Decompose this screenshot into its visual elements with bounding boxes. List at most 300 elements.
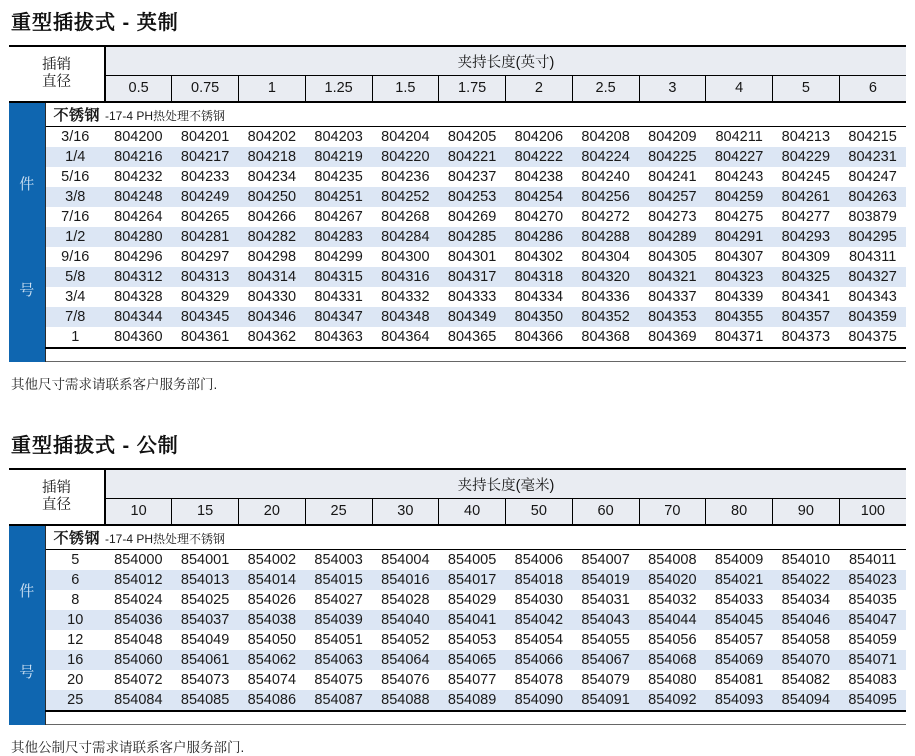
column-header: 70 <box>639 499 706 526</box>
part-number-cell: 804266 <box>239 207 306 227</box>
pin-diameter-cell: 5/16 <box>45 167 105 187</box>
part-number-cell: 804273 <box>639 207 706 227</box>
part-number-cell: 804219 <box>305 147 372 167</box>
part-number-cell: 804314 <box>239 267 306 287</box>
part-number-cell: 804234 <box>239 167 306 187</box>
part-number-cell: 854024 <box>105 590 172 610</box>
part-number-cell: 854011 <box>839 550 906 571</box>
table-row <box>9 590 906 610</box>
metric-section <box>9 429 906 756</box>
part-number-cell: 804300 <box>372 247 439 267</box>
side-bar <box>9 102 45 362</box>
part-number-cell: 804282 <box>239 227 306 247</box>
span-header-row <box>9 469 906 499</box>
column-header: 100 <box>839 499 906 526</box>
table-row <box>9 227 906 247</box>
part-number-cell: 804252 <box>372 187 439 207</box>
part-number-cell: 854065 <box>439 650 506 670</box>
imperial-parts-table <box>9 45 906 362</box>
part-number-cell: 854013 <box>172 570 239 590</box>
part-number-cell: 804204 <box>372 127 439 148</box>
part-number-cell: 804284 <box>372 227 439 247</box>
part-number-cell: 854026 <box>239 590 306 610</box>
table-footer-strip <box>45 348 906 362</box>
part-number-cell: 854054 <box>506 630 573 650</box>
corner-header <box>9 469 105 525</box>
part-number-cell: 854070 <box>773 650 840 670</box>
part-number-cell: 854083 <box>839 670 906 690</box>
section-title: 重型插拔式 - 公制 <box>11 435 179 457</box>
part-number-cell: 854068 <box>639 650 706 670</box>
corner-header-line1: 插销 <box>42 56 71 73</box>
part-number-cell: 804357 <box>773 307 840 327</box>
material-label: 不锈钢 <box>53 530 101 547</box>
part-number-cell: 854004 <box>372 550 439 571</box>
material-cell <box>45 102 906 127</box>
part-number-cell: 854062 <box>239 650 306 670</box>
part-number-cell: 804327 <box>839 267 906 287</box>
part-number-cell: 854007 <box>572 550 639 571</box>
part-number-cell: 804359 <box>839 307 906 327</box>
part-number-cell: 804231 <box>839 147 906 167</box>
table-row <box>9 307 906 327</box>
table-row <box>9 570 906 590</box>
part-number-cell: 854063 <box>305 650 372 670</box>
part-number-cell: 804227 <box>706 147 773 167</box>
part-number-cell: 854044 <box>639 610 706 630</box>
column-header: 0.75 <box>172 76 239 103</box>
part-number-cell: 804281 <box>172 227 239 247</box>
part-number-cell: 804238 <box>506 167 573 187</box>
table-row <box>9 327 906 348</box>
part-number-cell: 804269 <box>439 207 506 227</box>
part-number-cell: 804243 <box>706 167 773 187</box>
part-number-cell: 854001 <box>172 550 239 571</box>
part-number-cell: 854092 <box>639 690 706 711</box>
part-number-cell: 854091 <box>572 690 639 711</box>
table-row <box>9 127 906 148</box>
metric-parts-table <box>9 468 906 725</box>
column-header: 1 <box>239 76 306 103</box>
part-number-cell: 804325 <box>773 267 840 287</box>
part-number-cell: 804222 <box>506 147 573 167</box>
part-number-cell: 804318 <box>506 267 573 287</box>
part-number-cell: 804355 <box>706 307 773 327</box>
part-number-cell: 804295 <box>839 227 906 247</box>
column-header-row <box>9 499 906 526</box>
part-number-cell: 804209 <box>639 127 706 148</box>
corner-header-line2: 直径 <box>42 497 71 513</box>
part-number-cell: 854009 <box>706 550 773 571</box>
part-number-cell: 804346 <box>239 307 306 327</box>
part-number-cell: 804215 <box>839 127 906 148</box>
part-number-cell: 804341 <box>773 287 840 307</box>
part-number-cell: 804249 <box>172 187 239 207</box>
part-number-cell: 804347 <box>305 307 372 327</box>
column-header: 2.5 <box>572 76 639 103</box>
corner-header <box>9 46 105 102</box>
pin-diameter-cell: 9/16 <box>45 247 105 267</box>
part-number-cell: 804263 <box>839 187 906 207</box>
part-number-cell: 854093 <box>706 690 773 711</box>
part-number-cell: 804343 <box>839 287 906 307</box>
material-note: -17-4 PH热处理不锈钢 <box>105 109 226 123</box>
table-row <box>9 247 906 267</box>
part-number-cell: 804333 <box>439 287 506 307</box>
column-header: 10 <box>105 499 172 526</box>
part-number-cell: 854043 <box>572 610 639 630</box>
part-number-cell: 804268 <box>372 207 439 227</box>
pin-diameter-cell: 3/8 <box>45 187 105 207</box>
part-number-cell: 804241 <box>639 167 706 187</box>
part-number-cell: 854039 <box>305 610 372 630</box>
part-number-cell: 854087 <box>305 690 372 711</box>
part-number-cell: 804261 <box>773 187 840 207</box>
part-number-cell: 854047 <box>839 610 906 630</box>
pin-diameter-cell: 1/4 <box>45 147 105 167</box>
part-number-cell: 854031 <box>572 590 639 610</box>
part-number-cell: 804334 <box>506 287 573 307</box>
part-number-cell: 804248 <box>105 187 172 207</box>
part-number-cell: 854010 <box>773 550 840 571</box>
part-number-cell: 854045 <box>706 610 773 630</box>
part-number-cell: 804329 <box>172 287 239 307</box>
part-number-cell: 804232 <box>105 167 172 187</box>
part-number-cell: 854018 <box>506 570 573 590</box>
part-number-cell: 804345 <box>172 307 239 327</box>
part-number-cell: 804339 <box>706 287 773 307</box>
part-number-cell: 804240 <box>572 167 639 187</box>
pin-diameter-cell: 1/2 <box>45 227 105 247</box>
part-number-cell: 854022 <box>773 570 840 590</box>
table-row <box>9 207 906 227</box>
part-number-cell: 854052 <box>372 630 439 650</box>
column-header: 50 <box>506 499 573 526</box>
part-number-cell: 804348 <box>372 307 439 327</box>
part-number-cell: 854015 <box>305 570 372 590</box>
part-number-cell: 804256 <box>572 187 639 207</box>
part-number-cell: 804251 <box>305 187 372 207</box>
part-number-cell: 854067 <box>572 650 639 670</box>
part-number-cell: 804288 <box>572 227 639 247</box>
part-number-cell: 804304 <box>572 247 639 267</box>
part-number-cell: 804297 <box>172 247 239 267</box>
table-row <box>9 287 906 307</box>
pin-diameter-cell: 7/16 <box>45 207 105 227</box>
column-header: 3 <box>639 76 706 103</box>
part-number-cell: 854060 <box>105 650 172 670</box>
material-note: -17-4 PH热处理不锈钢 <box>105 532 226 546</box>
column-header: 1.25 <box>305 76 372 103</box>
part-number-cell: 854077 <box>439 670 506 690</box>
material-cell <box>45 525 906 550</box>
part-number-cell: 804317 <box>439 267 506 287</box>
part-number-cell: 804216 <box>105 147 172 167</box>
part-number-cell: 803879 <box>839 207 906 227</box>
part-number-cell: 804321 <box>639 267 706 287</box>
column-header: 6 <box>839 76 906 103</box>
part-number-cell: 804201 <box>172 127 239 148</box>
part-number-cell: 804337 <box>639 287 706 307</box>
pin-diameter-cell: 10 <box>45 610 105 630</box>
part-number-cell: 854090 <box>506 690 573 711</box>
table-row <box>9 630 906 650</box>
part-number-cell: 804218 <box>239 147 306 167</box>
part-number-cell: 854074 <box>239 670 306 690</box>
part-number-cell: 804257 <box>639 187 706 207</box>
part-number-cell: 804344 <box>105 307 172 327</box>
part-number-cell: 854042 <box>506 610 573 630</box>
part-number-cell: 804259 <box>706 187 773 207</box>
part-number-cell: 804245 <box>773 167 840 187</box>
part-number-cell: 854051 <box>305 630 372 650</box>
part-number-cell: 854088 <box>372 690 439 711</box>
part-number-cell: 804205 <box>439 127 506 148</box>
part-number-cell: 804312 <box>105 267 172 287</box>
part-number-cell: 804265 <box>172 207 239 227</box>
part-number-cell: 804203 <box>305 127 372 148</box>
material-row <box>9 102 906 127</box>
part-number-cell: 854086 <box>239 690 306 711</box>
part-number-cell: 804320 <box>572 267 639 287</box>
part-number-cell: 854079 <box>572 670 639 690</box>
part-number-cell: 854030 <box>506 590 573 610</box>
part-number-cell: 854041 <box>439 610 506 630</box>
part-number-cell: 804221 <box>439 147 506 167</box>
part-number-cell: 854089 <box>439 690 506 711</box>
part-number-cell: 854072 <box>105 670 172 690</box>
part-number-cell: 854012 <box>105 570 172 590</box>
part-number-cell: 854073 <box>172 670 239 690</box>
side-label-bottom: 号 <box>19 281 35 299</box>
part-number-cell: 804352 <box>572 307 639 327</box>
part-number-cell: 854033 <box>706 590 773 610</box>
part-number-cell: 854082 <box>773 670 840 690</box>
part-number-cell: 804293 <box>773 227 840 247</box>
span-header: 夹持长度(毫米) <box>105 469 906 499</box>
table-row <box>9 167 906 187</box>
part-number-cell: 804208 <box>572 127 639 148</box>
part-number-cell: 854008 <box>639 550 706 571</box>
part-number-cell: 804361 <box>172 327 239 348</box>
column-header: 15 <box>172 499 239 526</box>
table-row <box>9 610 906 630</box>
column-header-row <box>9 76 906 103</box>
pin-diameter-cell: 25 <box>45 690 105 711</box>
part-number-cell: 854000 <box>105 550 172 571</box>
part-number-cell: 804267 <box>305 207 372 227</box>
part-number-cell: 804360 <box>105 327 172 348</box>
part-number-cell: 854023 <box>839 570 906 590</box>
part-number-cell: 804299 <box>305 247 372 267</box>
part-number-cell: 804286 <box>506 227 573 247</box>
pin-diameter-cell: 3/16 <box>45 127 105 148</box>
part-number-cell: 804237 <box>439 167 506 187</box>
part-number-cell: 854046 <box>773 610 840 630</box>
column-header: 60 <box>572 499 639 526</box>
footnote: 其他公制尺寸需求请联系客户服务部门. <box>11 740 245 755</box>
table-row <box>9 650 906 670</box>
table-row <box>9 267 906 287</box>
part-number-cell: 854050 <box>239 630 306 650</box>
part-number-cell: 804229 <box>773 147 840 167</box>
column-header: 4 <box>706 76 773 103</box>
material-row <box>9 525 906 550</box>
column-header: 1.5 <box>372 76 439 103</box>
pin-diameter-cell: 20 <box>45 670 105 690</box>
part-number-cell: 804254 <box>506 187 573 207</box>
part-number-cell: 854038 <box>239 610 306 630</box>
part-number-cell: 804283 <box>305 227 372 247</box>
part-number-cell: 804350 <box>506 307 573 327</box>
pin-diameter-cell: 7/8 <box>45 307 105 327</box>
part-number-cell: 804264 <box>105 207 172 227</box>
column-header: 5 <box>773 76 840 103</box>
table-row <box>9 147 906 167</box>
part-number-cell: 854069 <box>706 650 773 670</box>
pin-diameter-cell: 3/4 <box>45 287 105 307</box>
part-number-cell: 804206 <box>506 127 573 148</box>
part-number-cell: 804236 <box>372 167 439 187</box>
part-number-cell: 804311 <box>839 247 906 267</box>
part-number-cell: 854020 <box>639 570 706 590</box>
part-number-cell: 854053 <box>439 630 506 650</box>
part-number-cell: 854005 <box>439 550 506 571</box>
side-label-top: 件 <box>19 175 35 193</box>
part-number-cell: 804217 <box>172 147 239 167</box>
part-number-cell: 804373 <box>773 327 840 348</box>
part-number-cell: 804316 <box>372 267 439 287</box>
part-number-cell: 854081 <box>706 670 773 690</box>
part-number-cell: 854076 <box>372 670 439 690</box>
part-number-cell: 804362 <box>239 327 306 348</box>
part-number-cell: 854028 <box>372 590 439 610</box>
part-number-cell: 804250 <box>239 187 306 207</box>
table-row <box>9 187 906 207</box>
part-number-cell: 804235 <box>305 167 372 187</box>
part-number-cell: 854016 <box>372 570 439 590</box>
part-number-cell: 804301 <box>439 247 506 267</box>
part-number-cell: 854048 <box>105 630 172 650</box>
part-number-cell: 854075 <box>305 670 372 690</box>
column-header: 40 <box>439 499 506 526</box>
part-number-cell: 804247 <box>839 167 906 187</box>
pin-diameter-cell: 12 <box>45 630 105 650</box>
part-number-cell: 804280 <box>105 227 172 247</box>
span-header-row <box>9 46 906 76</box>
pin-diameter-cell: 16 <box>45 650 105 670</box>
column-header: 90 <box>773 499 840 526</box>
column-header: 30 <box>372 499 439 526</box>
part-number-cell: 854002 <box>239 550 306 571</box>
pin-diameter-cell: 1 <box>45 327 105 348</box>
column-header: 20 <box>239 499 306 526</box>
part-number-cell: 804202 <box>239 127 306 148</box>
part-number-cell: 804307 <box>706 247 773 267</box>
column-header: 0.5 <box>105 76 172 103</box>
part-number-cell: 854059 <box>839 630 906 650</box>
part-number-cell: 804332 <box>372 287 439 307</box>
part-number-cell: 804369 <box>639 327 706 348</box>
part-number-cell: 804220 <box>372 147 439 167</box>
part-number-cell: 804323 <box>706 267 773 287</box>
part-number-cell: 804296 <box>105 247 172 267</box>
part-number-cell: 854037 <box>172 610 239 630</box>
part-number-cell: 804353 <box>639 307 706 327</box>
part-number-cell: 804285 <box>439 227 506 247</box>
imperial-section <box>9 6 906 393</box>
part-number-cell: 854003 <box>305 550 372 571</box>
side-label-bottom: 号 <box>19 663 35 681</box>
part-number-cell: 804291 <box>706 227 773 247</box>
part-number-cell: 854064 <box>372 650 439 670</box>
pin-diameter-cell: 6 <box>45 570 105 590</box>
side-bar <box>9 525 45 725</box>
pin-diameter-cell: 8 <box>45 590 105 610</box>
part-number-cell: 804277 <box>773 207 840 227</box>
part-number-cell: 854040 <box>372 610 439 630</box>
part-number-cell: 804233 <box>172 167 239 187</box>
part-number-cell: 804328 <box>105 287 172 307</box>
part-number-cell: 804309 <box>773 247 840 267</box>
part-number-cell: 854019 <box>572 570 639 590</box>
part-number-cell: 804289 <box>639 227 706 247</box>
part-number-cell: 804368 <box>572 327 639 348</box>
table-row <box>9 690 906 711</box>
part-number-cell: 854080 <box>639 670 706 690</box>
part-number-cell: 854058 <box>773 630 840 650</box>
part-number-cell: 804253 <box>439 187 506 207</box>
part-number-cell: 854055 <box>572 630 639 650</box>
part-number-cell: 854027 <box>305 590 372 610</box>
table-footer-strip <box>45 711 906 725</box>
part-number-cell: 854021 <box>706 570 773 590</box>
part-number-cell: 854034 <box>773 590 840 610</box>
part-number-cell: 804371 <box>706 327 773 348</box>
part-number-cell: 854006 <box>506 550 573 571</box>
part-number-cell: 854032 <box>639 590 706 610</box>
part-number-cell: 854084 <box>105 690 172 711</box>
part-number-cell: 854095 <box>839 690 906 711</box>
part-number-cell: 854085 <box>172 690 239 711</box>
part-number-cell: 854078 <box>506 670 573 690</box>
part-number-cell: 804364 <box>372 327 439 348</box>
part-number-cell: 854094 <box>773 690 840 711</box>
part-number-cell: 804305 <box>639 247 706 267</box>
table-footer-row <box>9 711 906 725</box>
column-header: 2 <box>506 76 573 103</box>
corner-header-line2: 直径 <box>42 74 71 90</box>
part-number-cell: 854056 <box>639 630 706 650</box>
part-number-cell: 854057 <box>706 630 773 650</box>
side-label-top: 件 <box>19 582 35 600</box>
part-number-cell: 804211 <box>706 127 773 148</box>
part-number-cell: 854049 <box>172 630 239 650</box>
table-footer-row <box>9 348 906 362</box>
table-row <box>9 550 906 571</box>
part-number-cell: 804349 <box>439 307 506 327</box>
pin-diameter-cell: 5 <box>45 550 105 571</box>
part-number-cell: 804315 <box>305 267 372 287</box>
span-header: 夹持长度(英寸) <box>105 46 906 76</box>
part-number-cell: 804272 <box>572 207 639 227</box>
part-number-cell: 804313 <box>172 267 239 287</box>
part-number-cell: 804363 <box>305 327 372 348</box>
part-number-cell: 854036 <box>105 610 172 630</box>
part-number-cell: 804336 <box>572 287 639 307</box>
section-title: 重型插拔式 - 英制 <box>11 12 179 34</box>
part-number-cell: 804270 <box>506 207 573 227</box>
